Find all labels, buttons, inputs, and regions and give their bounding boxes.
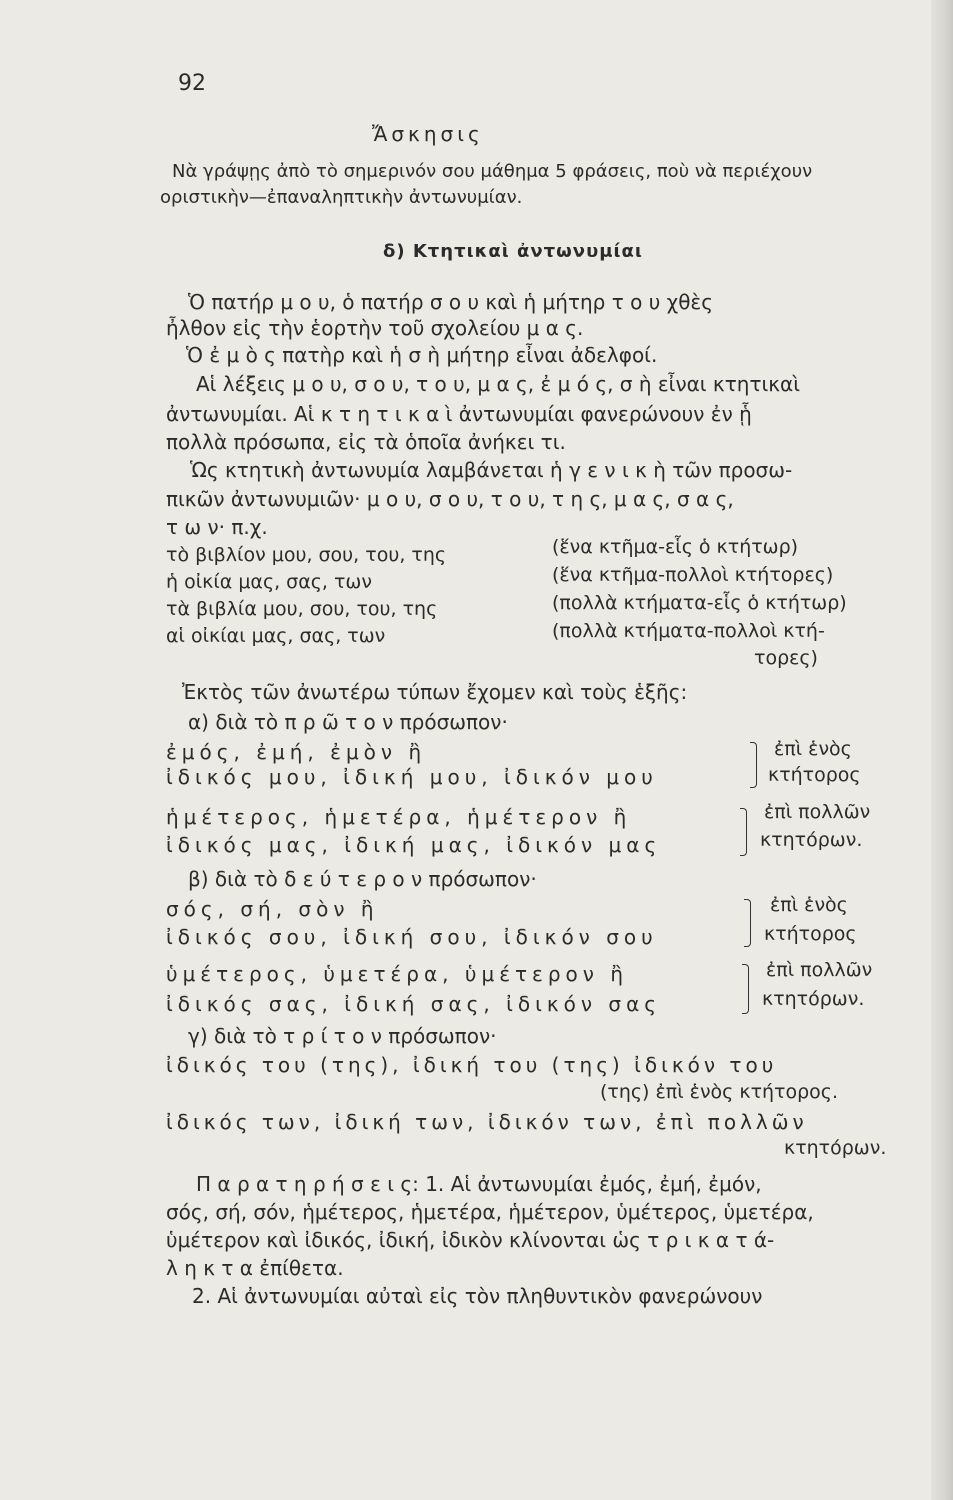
pronoun-form: ἰδικός σας, ἰδική σας, ἰδικόν σας bbox=[166, 992, 662, 1016]
pronoun-form: κτητόρων. bbox=[784, 1137, 887, 1159]
example-left: ἡ οἰκία μας, σας, των bbox=[166, 571, 372, 593]
pronoun-form: ἰδικός μας, ἰδική μας, ἰδικόν μας bbox=[166, 833, 662, 857]
paragraph-line: Ὁ πατήρ μ ο υ, ὁ πατήρ σ ο υ καὶ ἡ μήτηρ τ ο υ χθὲς bbox=[188, 290, 713, 314]
pronoun-form: ἡμέτερος, ἡμετέρα, ἡμέτερον ἢ bbox=[166, 805, 632, 829]
example-right: (πολλὰ κτήματα-εἷς ὁ κτήτωρ) bbox=[552, 592, 847, 614]
pronoun-form: ἰδικός μου, ἰδική μου, ἰδικόν μου bbox=[166, 765, 658, 789]
notes-line: ὑμέτερον καὶ ἰδικός, ἰδική, ἰδικὸν κλίνονται ὡς τ ρ ι κ α τ ά- bbox=[166, 1228, 775, 1252]
example-right: (ἕνα κτῆμα-εἷς ὁ κτήτωρ) bbox=[552, 536, 799, 558]
pronoun-form: σός, σή, σὸν ἢ bbox=[166, 897, 379, 921]
intro-line: Ἐκτὸς τῶν ἀνωτέρω τύπων ἔχομεν καὶ τοὺς ἑξῆς: bbox=[182, 680, 688, 704]
notes-line: Π α ρ α τ η ρ ή σ ε ι ς: 1. Αἱ ἀντωνυμίαι ἐμός, ἐμή, ἐμόν, bbox=[196, 1172, 762, 1196]
example-left: αἱ οἰκίαι μας, σας, των bbox=[166, 625, 386, 647]
exercise-line: Νὰ γράψῃς ἀπὸ τὸ σημερινόν σου μάθημα 5 φράσεις, ποὺ νὰ περιέχουν bbox=[172, 161, 813, 182]
bracket-note: ἐπὶ ἑνὸς bbox=[774, 738, 852, 760]
subheading: δ) Κτητικαὶ ἀντωνυμίαι bbox=[383, 241, 643, 262]
person-heading: γ) διὰ τὸ τ ρ ί τ ο ν πρόσωπον· bbox=[188, 1024, 497, 1048]
bracket-note: ἐπὶ ἑνὸς bbox=[770, 894, 848, 916]
person-heading: α) διὰ τὸ π ρ ῶ τ ο ν πρόσωπον· bbox=[188, 710, 508, 734]
example-right: (ἕνα κτῆμα-πολλοὶ κτήτορες) bbox=[552, 564, 834, 586]
bracket-note: κτήτορος bbox=[764, 923, 857, 945]
paragraph-line: ἦλθον εἰς τὴν ἑορτὴν τοῦ σχολείου μ α ς. bbox=[166, 316, 584, 340]
example-right: (πολλὰ κτήματα-πολλοὶ κτή- bbox=[552, 620, 825, 642]
example-left: τὸ βιβλίον μου, σου, του, της bbox=[166, 544, 447, 566]
notes-line: σός, σή, σόν, ἡμέτερος, ἡμετέρα, ἡμέτερον, ὑμέτερος, ὑμετέρα, bbox=[166, 1200, 814, 1224]
bracket bbox=[744, 899, 751, 947]
section-heading: Ἄσκησις bbox=[372, 122, 484, 146]
paragraph-line: πολλὰ πρόσωπα, εἰς τὰ ὁποῖα ἀνήκει τι. bbox=[166, 430, 566, 454]
paragraph-line: Ὁ ἐ μ ὸ ς πατὴρ καὶ ἡ σ ὴ μήτηρ εἶναι ἀδελφοί. bbox=[186, 343, 658, 367]
page-number: 92 bbox=[178, 71, 206, 96]
person-heading: β) διὰ τὸ δ ε ύ τ ε ρ ο ν πρόσωπον· bbox=[188, 867, 537, 891]
bracket-note: ἐπὶ πολλῶν bbox=[766, 959, 873, 981]
paragraph-line: τ ω ν· π.χ. bbox=[166, 515, 268, 539]
bracket bbox=[750, 742, 757, 788]
example-left: τὰ βιβλία μου, σου, του, της bbox=[166, 598, 438, 620]
paragraph-line: ἀντωνυμίαι. Αἱ κ τ η τ ι κ α ὶ ἀντωνυμίαι φανερώνουν ἐν ᾗ bbox=[166, 402, 752, 426]
notes-line: λ η κ τ α ἐπίθετα. bbox=[166, 1256, 344, 1280]
bracket-note: κτήτορος bbox=[768, 764, 861, 786]
bracket bbox=[742, 964, 749, 1014]
bracket-note: ἐπὶ πολλῶν bbox=[764, 801, 871, 823]
pronoun-form: ὑμέτερος, ὑμετέρα, ὑμέτερον ἢ bbox=[166, 962, 628, 986]
pronoun-form: ἰδικός του (της), ἰδική του (της) ἰδικόν του bbox=[166, 1053, 778, 1077]
pronoun-form: (της) ἐπὶ ἑνὸς κτήτορος. bbox=[600, 1081, 838, 1103]
bracket bbox=[740, 808, 747, 856]
pronoun-form: ἰδικός σου, ἰδική σου, ἰδικόν σου bbox=[166, 925, 658, 949]
example-right: τορες) bbox=[754, 647, 818, 669]
pronoun-form: ἐμός, ἐμή, ἐμὸν ἢ bbox=[166, 740, 427, 764]
pronoun-form: ἰδικός των, ἰδική των, ἰδικόν των, ἐπὶ πολλῶν bbox=[166, 1110, 808, 1134]
paragraph-line: πικῶν ἀντωνυμιῶν· μ ο υ, σ ο υ, τ ο υ, τ η ς, μ α ς, σ α ς, bbox=[166, 487, 734, 511]
notes-line: 2. Αἱ ἀντωνυμίαι αὐταὶ εἰς τὸν πληθυντικὸν φανερώνουν bbox=[192, 1284, 763, 1308]
page-edge-shadow bbox=[931, 0, 953, 1500]
bracket-note: κτητόρων. bbox=[762, 988, 865, 1010]
paragraph-line: Ὡς κτητικὴ ἀντωνυμία λαμβάνεται ἡ γ ε ν ι κ ὴ τῶν προσω- bbox=[190, 458, 793, 482]
paragraph-line: Αἱ λέξεις μ ο υ, σ ο υ, τ ο υ, μ α ς, ἐ μ ό ς, σ ὴ εἶναι κτητικαὶ bbox=[196, 372, 800, 396]
exercise-line: οριστικὴν—ἐπαναληπτικὴν ἀντωνυμίαν. bbox=[160, 187, 523, 208]
bracket-note: κτητόρων. bbox=[760, 829, 863, 851]
